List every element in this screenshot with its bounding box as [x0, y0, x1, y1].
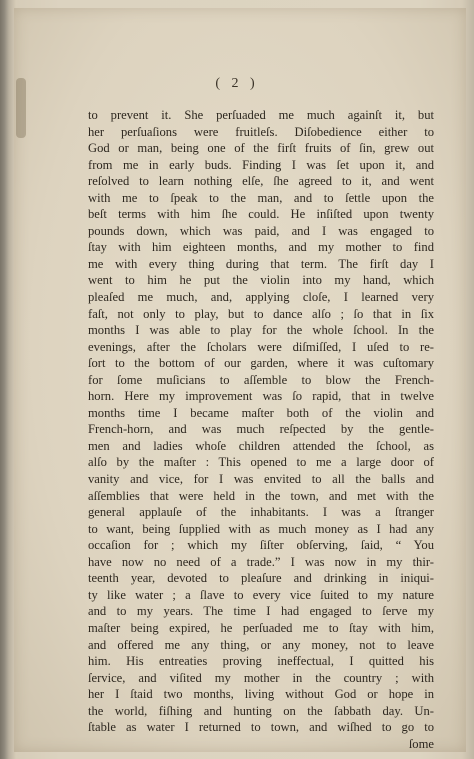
text-line: from me in early buds. Finding I was ſet upon it, and [88, 157, 434, 172]
text-line: with me to ſpeak to the man, and to ſettle upon the [88, 190, 434, 205]
text-line: went to him he put the violin into my hand, which [88, 273, 434, 288]
text-line: occaſion for ; which my ſiſter obſerving, ſaid, “ You [88, 538, 434, 553]
text-line: pleaſed me much, and, applying cloſe, I learned very [88, 290, 434, 305]
text-line: her perſuaſions were fruitleſs. Diſobedience either to [88, 124, 434, 139]
text-line: pounds down, which was paid, and I was engaged to [88, 223, 434, 238]
text-line: French-horn, and was much reſpected by the gentle- [88, 422, 434, 437]
text-line: and offered me any thing, or any money, not to leave [88, 637, 434, 652]
text-line: reſolved to learn nothing elſe, ſhe agreed to it, and went [88, 174, 434, 189]
text-line: and to my years. The time I had engaged to ſerve my [88, 604, 434, 619]
text-line: have now no need of a trade.” I was now in my thir- [88, 554, 434, 569]
text-line: for ſome muſicians to aſſemble to blow the French- [88, 372, 434, 387]
text-line: God or man, being one of the firſt fruits of ſin, grew out [88, 141, 434, 156]
text-line: men and ladies whoſe children attended the ſchool, as [88, 438, 434, 453]
text-line: maſter being expired, he perſuaded me to ſtay with him, [88, 620, 434, 635]
text-line: ſort to the bottom of our garden, where it was cuſtomary [88, 356, 434, 371]
text-line: to prevent it. She perſuaded me much againſt it, but [88, 108, 434, 122]
text-line: aſſemblies that were held in the town, and met with the [88, 488, 434, 503]
text-line: ty like water ; a ſlave to every vice ſuited to my nature [88, 587, 434, 602]
text-line: her I ſtaid two months, living without God or hope in [88, 687, 434, 702]
text-line: months I was able to play for the whole ſchool. In the [88, 323, 434, 338]
text-line: vanity and vice, for I was envited to all the balls and [88, 472, 434, 487]
text-line: teenth year, devoted to pleaſure and drinking in iniqui- [88, 571, 434, 586]
text-line: evenings, after the ſcholars were diſmiſſed, I uſed to re- [88, 339, 434, 354]
text-line: beſt terms with him ſhe could. He inſiſted upon twenty [88, 207, 434, 222]
text-line: months time I became maſter both of the violin and [88, 405, 434, 420]
text-line: to want, being ſupplied with as much money as I had any [88, 521, 434, 536]
text-line: faſt, not only to play, but to dance alſo ; ſo that in ſix [88, 306, 434, 321]
text-line: ſtay with him eighteen months, and my mother to find [88, 240, 434, 255]
text-line: the world, fiſhing and hunting on the ſabbath day. Un- [88, 703, 434, 718]
catchword: ſome [408, 736, 434, 751]
page-number: ( 2 ) [215, 76, 259, 91]
text-line: alſo by the maſter : This opened to me a large door of [88, 455, 434, 470]
text-line: ſervice, and viſited my mother in the country ; with [88, 670, 434, 685]
text-line: me with every thing during that term. The firſt day I [88, 256, 434, 271]
body-text [88, 107, 434, 752]
text-line: horn. Here my improvement was ſo rapid, that in twelve [88, 389, 434, 404]
text-line: general applauſe of the inhabitants. I was a ſtranger [88, 505, 434, 520]
text-line: ſtable as water I returned to town, and wiſhed to go to [88, 720, 434, 735]
text-line: him. His entreaties proving ineffectual, I quitted his [88, 654, 434, 669]
